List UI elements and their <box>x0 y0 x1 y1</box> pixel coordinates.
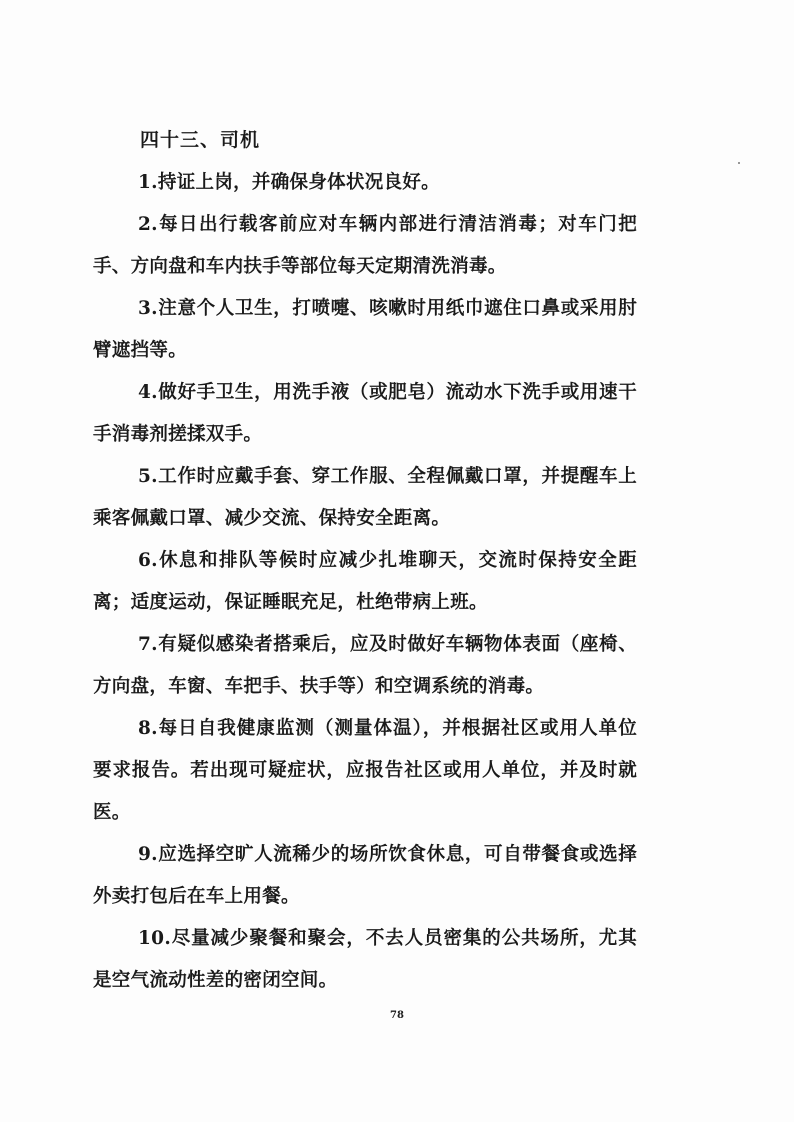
paragraph-9: 9.应选择空旷人流稀少的场所饮食休息，可自带餐食或选择外卖打包后在车上用餐。 <box>93 844 637 907</box>
paragraph-3: 3.注意个人卫生，打喷嚏、咳嗽时用纸巾遮住口鼻或采用肘臂遮挡等。 <box>93 298 637 361</box>
paragraph-7: 7.有疑似感染者搭乘后，应及时做好车辆物体表面（座椅、方向盘，车窗、车把手、扶手等）和空调系统的消毒。 <box>93 634 637 697</box>
scan-speck <box>738 162 740 164</box>
paragraph-6: 6.休息和排队等候时应减少扎堆聊天，交流时保持安全距离；适度运动，保证睡眠充足，杜绝带病上班。 <box>93 550 637 613</box>
paragraph-5: 5.工作时应戴手套、穿工作服、全程佩戴口罩，并提醒车上乘客佩戴口罩、减少交流、保持安全距离。 <box>93 466 637 529</box>
paragraph-2: 2.每日出行载客前应对车辆内部进行清洁消毒；对车门把手、方向盘和车内扶手等部位每天定期清洗消毒。 <box>93 214 637 277</box>
section-heading: 四十三、司机 <box>140 129 261 151</box>
paragraph-8: 8.每日自我健康监测（测量体温），并根据社区或用人单位要求报告。若出现可疑症状，应报告社区或用人单位，并及时就医。 <box>93 718 637 823</box>
paragraph-4: 4.做好手卫生，用洗手液（或肥皂）流动水下洗手或用速干手消毒剂搓揉双手。 <box>93 382 637 445</box>
document-body <box>93 162 637 1002</box>
paragraph-1: 1.持证上岗，并确保身体状况良好。 <box>138 172 440 193</box>
page-number: 78 <box>390 1010 404 1021</box>
paragraph-10: 10.尽量减少聚餐和聚会，不去人员密集的公共场所，尤其是空气流动性差的密闭空间。 <box>93 928 637 991</box>
